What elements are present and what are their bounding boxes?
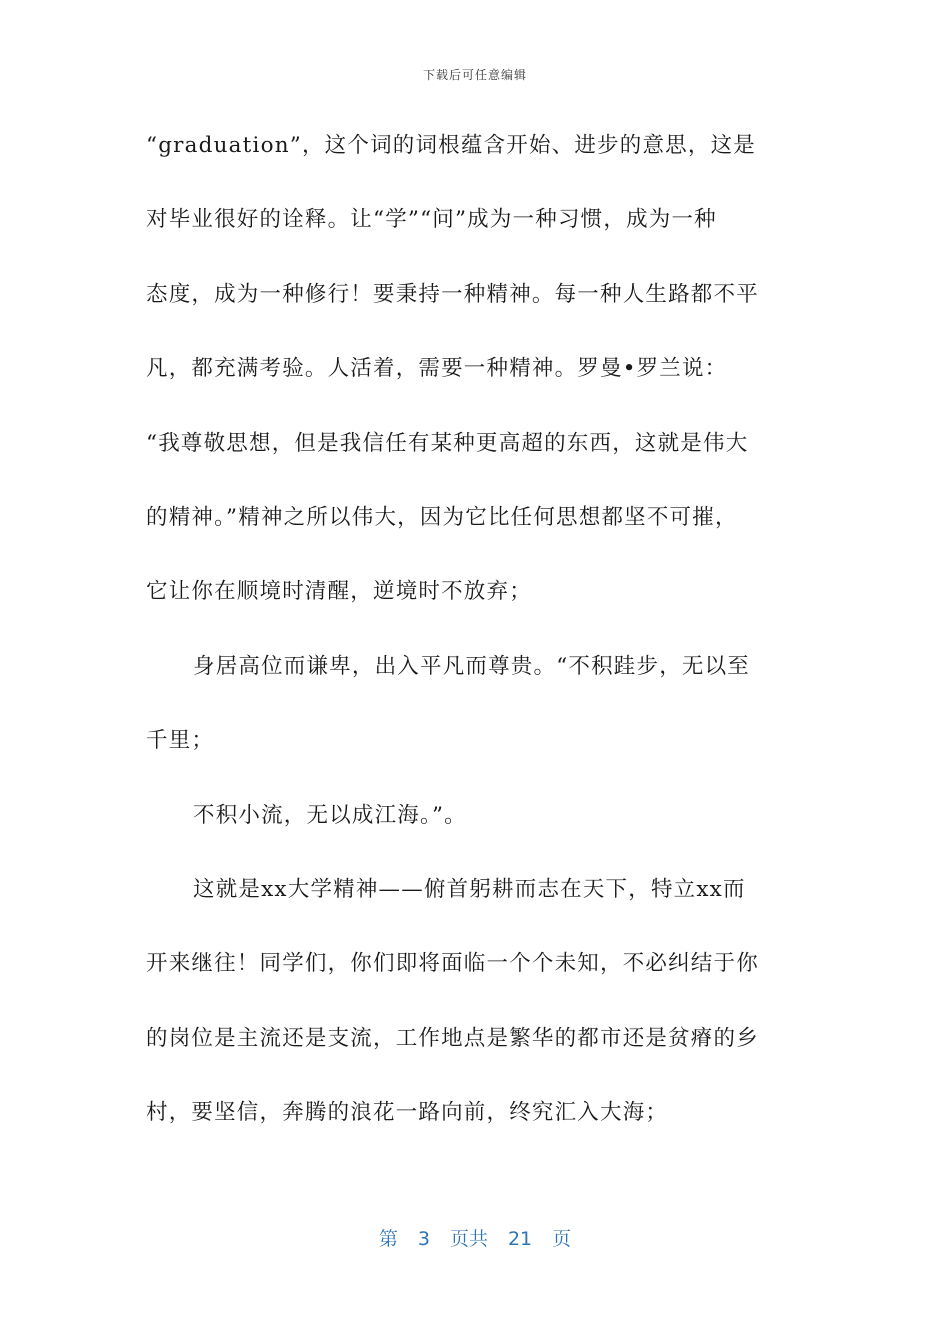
total-pages-number: 21 <box>507 1228 533 1250</box>
footer-label-total: 页共 <box>449 1228 488 1250</box>
current-page-number: 3 <box>417 1228 430 1250</box>
page-footer <box>0 1224 950 1251</box>
paragraph-start-line: 这就是xx大学精神——俯首躬耕而志在天下，特立xx而 <box>193 876 746 902</box>
text-line: 凡，都充满考验。人活着，需要一种精神。罗曼•罗兰说： <box>146 356 728 382</box>
footer-label-end: 页 <box>552 1228 572 1250</box>
text-line: 千里； <box>146 728 215 754</box>
text-line: 对毕业很好的诠释。让“学”“问”成为一种习惯，成为一种 <box>146 207 717 233</box>
text-line: 村，要坚信，奔腾的浪花一路向前，终究汇入大海； <box>146 1100 669 1126</box>
paragraph-start-line: 不积小流，无以成江海。”。 <box>193 802 467 828</box>
text-line: 态度，成为一种修行！要秉持一种精神。每一种人生路都不平 <box>146 281 759 307</box>
document-body <box>146 120 806 1161</box>
text-line: 开来继往！同学们，你们即将面临一个个未知，不必纠结于你 <box>146 951 759 977</box>
paragraph-start-line: 身居高位而谦卑，出入平凡而尊贵。“不积跬步，无以至 <box>193 653 750 679</box>
text-line: 的精神。”精神之所以伟大，因为它比任何思想都坚不可摧， <box>146 504 738 530</box>
header-note: 下载后可任意编辑 <box>422 68 527 82</box>
text-line: 的岗位是主流还是支流，工作地点是繁华的都市还是贫瘠的乡 <box>146 1025 759 1051</box>
footer-label-page: 第 <box>378 1228 398 1250</box>
text-line: “我尊敬思想，但是我信任有某种更高超的东西，这就是伟大 <box>146 430 749 456</box>
text-line: “graduation”，这个词的词根蕴含开始、进步的意思，这是 <box>146 133 756 158</box>
text-line: 它让你在顺境时清醒，逆境时不放弃； <box>146 579 532 605</box>
